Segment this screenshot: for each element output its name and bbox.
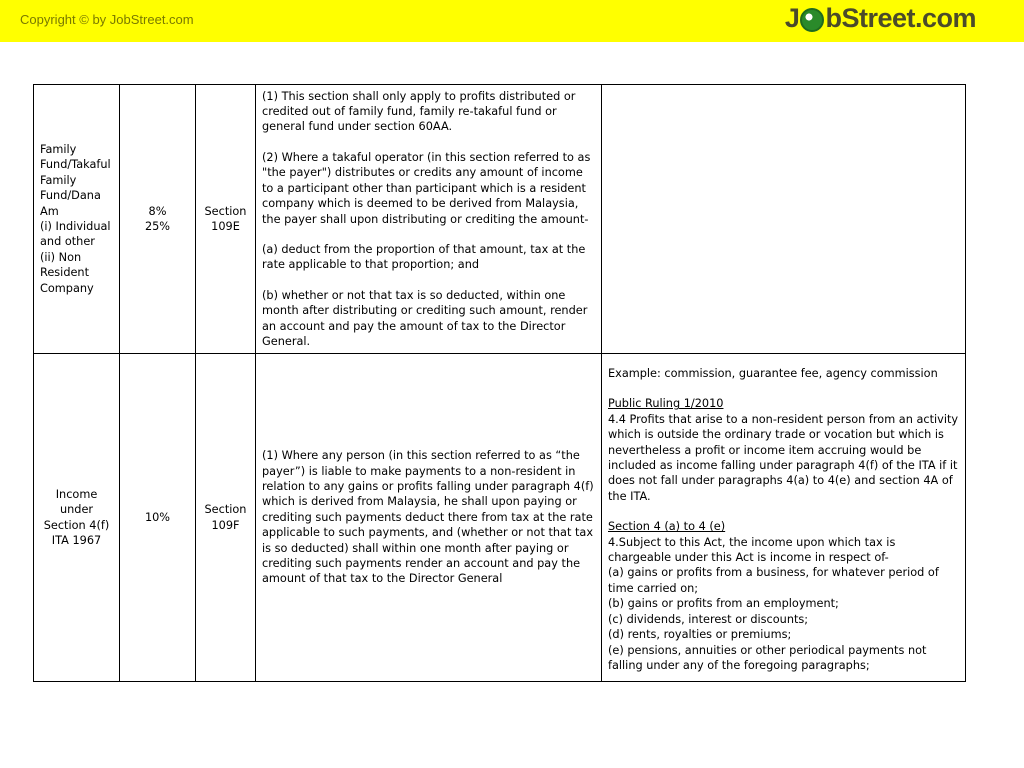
category-line: under xyxy=(59,503,94,517)
copyright-text: Copyright © by JobStreet.com xyxy=(20,12,194,27)
category-line: Family xyxy=(40,142,77,156)
header-bar xyxy=(0,0,1024,42)
category-line: Am xyxy=(40,204,59,218)
example-text: Example: commission, guarantee fee, agency commission xyxy=(608,367,938,380)
logo-globe-icon xyxy=(800,8,824,32)
section4-line: (b) gains or profits from an employment; xyxy=(608,597,839,611)
category-line: Fund/Dana xyxy=(40,189,101,203)
section-line: 109F xyxy=(211,518,240,532)
notes-cell xyxy=(602,354,966,682)
section4-heading: Section 4 (a) to 4 (e) xyxy=(608,520,726,534)
notes-cell xyxy=(602,85,966,354)
provision-paragraph: (1) Where any person (in this section referred to as “the payer”) is liable to make payments to a non-resident in relation to any gains or profits falling under paragraph 4(f) which is derived from Malaysia, he shall upon paying or crediting such payments deduct there from tax at the rate applicable to such payments, and (whether or not that tax is so deducted) shall within one month after paying or crediting such payments render an account and pay the amount of that tax to the Director General xyxy=(262,449,594,586)
provision-paragraph: (1) This section shall only apply to profits distributed or credited out of family fund, family re-takaful fund or general fund under section 60AA. xyxy=(262,89,576,134)
logo-text-start: J xyxy=(784,3,800,33)
category-line: (i) Individual xyxy=(40,220,111,233)
provision-cell xyxy=(256,354,602,682)
category-cell xyxy=(34,85,120,354)
table-row xyxy=(34,85,966,354)
category-line: Section 4(f) xyxy=(43,518,110,532)
rate-line: 8% xyxy=(148,204,167,218)
category-line: and other xyxy=(40,235,95,249)
section-cell xyxy=(196,85,256,354)
provision-paragraph: (b) whether or not that tax is so deducted, within one month after distributing or crediting such amount, render an account and pay the amount of tax to the Director General. xyxy=(262,288,588,348)
provision-paragraph: (a) deduct from the proportion of that amount, tax at the rate applicable to that proportion; and xyxy=(262,242,586,272)
section-line: Section xyxy=(204,503,247,517)
category-line: Company xyxy=(40,281,94,295)
ruling-block xyxy=(608,396,959,504)
rate-line: 25% xyxy=(144,220,171,233)
table-row xyxy=(34,354,966,682)
ruling-text: 4.4 Profits that arise to a non-resident person from an activity which is outside the ordinary trade or vocation but which is nevertheless a profit or income item accruing would be included as income falling under paragraph 4(f) of the ITA if it does not fall under paragraphs 4(a) to 4(e) and section 4A of the ITA. xyxy=(608,412,959,503)
category-line: Resident xyxy=(40,266,90,280)
section4-line: (e) pensions, annuities or other periodical payments not falling under any of the foregoing paragraphs; xyxy=(608,643,927,672)
section4-line: 4.Subject to this Act, the income upon which tax is chargeable under this Act is income in respect of- xyxy=(608,535,896,565)
section4-line: (a) gains or profits from a business, for whatever period of time carried on; xyxy=(608,566,939,595)
ruling-heading: Public Ruling 1/2010 xyxy=(608,397,724,411)
category-cell xyxy=(34,354,120,682)
rate-cell xyxy=(120,354,196,682)
section-cell xyxy=(196,354,256,682)
section4-line: (c) dividends, interest or discounts; xyxy=(608,612,809,626)
rate-line: 10% xyxy=(144,510,171,524)
section-line: 109E xyxy=(211,220,240,233)
category-line: Fund/Takaful xyxy=(40,158,111,172)
category-line: (ii) Non xyxy=(40,250,82,264)
provision-paragraph: (2) Where a takaful operator (in this section referred to as "the payer") distributes or credits any amount of income to a participant other than participant which is a resident company which is deemed to be derived from Malaysia, the payer shall upon distributing or crediting the amount- xyxy=(262,150,591,226)
category-line: ITA 1967 xyxy=(51,533,102,547)
logo-text-end: bStreet.com xyxy=(825,3,976,33)
withholding-tax-table xyxy=(33,84,966,682)
provision-cell xyxy=(256,85,602,354)
section-line: Section xyxy=(204,204,247,218)
category-line: Family xyxy=(40,173,77,187)
section4-line: (d) rents, royalties or premiums; xyxy=(608,628,792,642)
category-line: Income xyxy=(55,487,98,501)
section4-block xyxy=(608,519,959,673)
rate-cell xyxy=(120,85,196,354)
jobstreet-logo[interactable] xyxy=(785,3,976,34)
